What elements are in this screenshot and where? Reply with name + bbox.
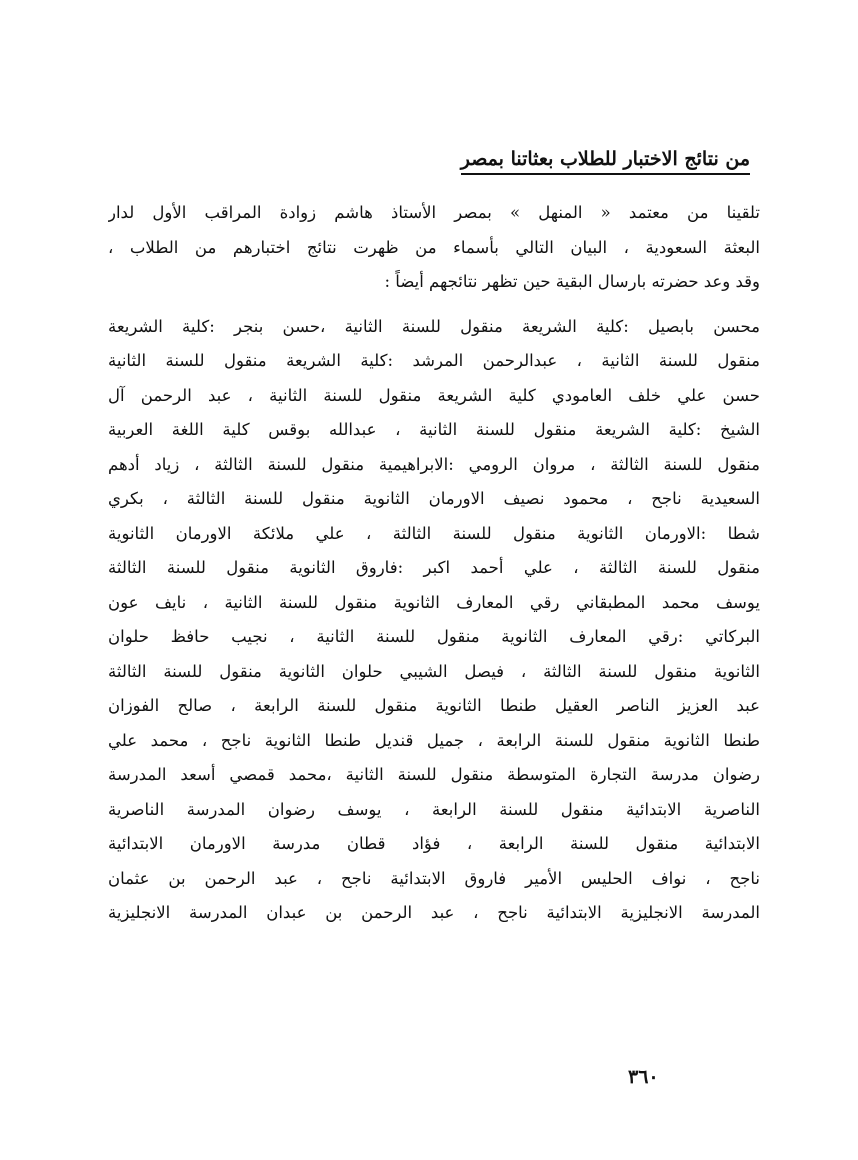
body-line: المدرسة الانجليزية الابتدائية ناجح ، عبد الرحمن بن عبدان المدرسة الانجليزية (108, 903, 760, 922)
article-heading: من نتائج الاختبار للطلاب بعثاتنا بمصر (461, 148, 750, 175)
body-line: الثانوية منقول للسنة الثالثة ، فيصل الشيبي حلوان الثانوية منقول للسنة الثالثة (108, 661, 760, 681)
body-line: البعثة السعودية ، البيان التالي بأسماء من ظهرت نتائج اختبارهم من الطلاب ، (108, 237, 760, 257)
body-line: منقول للسنة الثانية ، عبدالرحمن المرشد :كلية الشريعة منقول للسنة الثانية (108, 351, 760, 370)
body-line: السعيدية ناجح ، محمود نصيف الاورمان الثانوية منقول للسنة الثالثة ، بكري (108, 489, 760, 508)
body-line: رضوان مدرسة التجارة المتوسطة منقول للسنة الثانية ،محمد قمصي أسعد المدرسة (108, 765, 760, 784)
article-body (108, 196, 760, 931)
body-line: محسن بابصيل :كلية الشريعة منقول للسنة الثانية ،حسن بنجر :كلية الشريعة (108, 316, 760, 336)
heading-container (450, 148, 750, 175)
body-line: حسن علي خلف العامودي كلية الشريعة منقول للسنة الثانية ، عبد الرحمن آل (108, 385, 760, 405)
body-line: وقد وعد حضرته بارسال البقية حين تظهر نتائجهم أيضاً : (384, 272, 760, 291)
body-line: منقول للسنة الثالثة ، علي أحمد اكبر :فاروق الثانوية منقول للسنة الثالثة (108, 558, 760, 577)
body-line: الابتدائية منقول للسنة الرابعة ، فؤاد قطان مدرسة الاورمان الابتدائية (108, 834, 760, 853)
body-line: ناجح ، نواف الحليس الأمير فاروق الابتدائية ناجح ، عبد الرحمن بن عثمان (108, 868, 760, 888)
body-line: شطا :الاورمان الثانوية منقول للسنة الثالثة ، علي ملائكة الاورمان الثانوية (108, 523, 760, 543)
body-line: البركاتي :رقي المعارف الثانوية منقول للسنة الثانية ، نجيب حافظ حلوان (108, 627, 760, 646)
body-line: يوسف محمد المطبقاني رقي المعارف الثانوية منقول للسنة الثانية ، نايف عون (108, 592, 760, 612)
body-line: طنطا الثانوية منقول للسنة الرابعة ، جميل قنديل طنطا الثانوية ناجح ، محمد علي (108, 730, 760, 750)
body-line: الناصرية الابتدائية منقول للسنة الرابعة ، يوسف رضوان المدرسة الناصرية (108, 799, 760, 819)
body-line: عبد العزيز الناصر العقيل طنطا الثانوية منقول للسنة الرابعة ، صالح الفوزان (108, 696, 760, 715)
page-number: ٣٦٠ (628, 1066, 659, 1088)
paragraph-gap (108, 300, 760, 310)
body-line: منقول للسنة الثالثة ، مروان الرومي :الابراهيمية منقول للسنة الثالثة ، زياد أدهم (108, 454, 760, 474)
body-line: تلقينا من معتمد « المنهل » بمصر الأستاذ هاشم زوادة المراقب الأول لدار (108, 203, 760, 222)
body-line: الشيخ :كلية الشريعة منقول للسنة الثانية ، عبدالله بوقس كلية اللغة العربية (108, 420, 760, 439)
